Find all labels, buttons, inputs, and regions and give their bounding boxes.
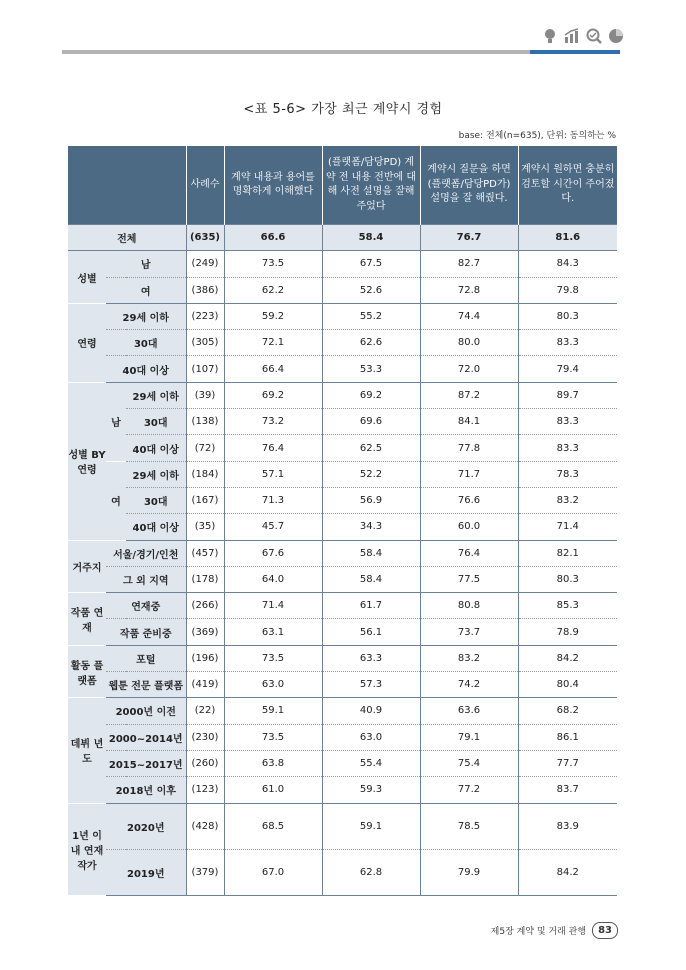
row-label: 남: [106, 251, 186, 277]
row-value: 80.3: [518, 303, 617, 329]
row-value: 66.4: [224, 356, 322, 382]
table-row: [68, 487, 617, 513]
table-row: [68, 356, 617, 382]
row-value: 84.2: [518, 849, 617, 895]
row-value: 58.4: [322, 225, 420, 251]
magnifier-check-icon: [585, 27, 603, 45]
row-value: 67.5: [322, 251, 420, 277]
row-value: 83.2: [420, 645, 518, 671]
header-blank: [68, 146, 186, 225]
row-n: (305): [186, 330, 224, 356]
row-value: 80.0: [420, 330, 518, 356]
row-value: 73.2: [224, 409, 322, 435]
group-label: 활동 플랫폼: [68, 645, 106, 698]
row-value: 87.2: [420, 382, 518, 408]
row-value: 73.7: [420, 619, 518, 645]
row-label: 30대: [126, 487, 186, 513]
row-value: 77.8: [420, 435, 518, 461]
row-label: 전체: [68, 225, 186, 251]
table-row: [68, 409, 617, 435]
row-value: 62.2: [224, 277, 322, 303]
row-value: 56.1: [322, 619, 420, 645]
row-value: 56.9: [322, 487, 420, 513]
row-value: 63.0: [322, 724, 420, 750]
row-n: (123): [186, 777, 224, 803]
table-row: [68, 750, 617, 776]
row-value: 74.2: [420, 672, 518, 698]
table-row-total: [68, 225, 617, 251]
row-label: 29세 이하: [106, 303, 186, 329]
row-value: 40.9: [322, 698, 420, 724]
row-value: 81.6: [518, 225, 617, 251]
row-value: 53.3: [322, 356, 420, 382]
row-value: 61.7: [322, 593, 420, 619]
row-value: 85.3: [518, 593, 617, 619]
row-value: 72.1: [224, 330, 322, 356]
row-value: 71.7: [420, 461, 518, 487]
bar-chart-icon: [563, 27, 581, 45]
row-n: (223): [186, 303, 224, 329]
row-value: 79.4: [518, 356, 617, 382]
row-n: (72): [186, 435, 224, 461]
table-row: [68, 593, 617, 619]
row-value: 61.0: [224, 777, 322, 803]
row-value: 68.2: [518, 698, 617, 724]
row-n: (138): [186, 409, 224, 435]
row-value: 67.0: [224, 849, 322, 895]
row-label: 그 외 지역: [106, 566, 186, 592]
table-row: [68, 382, 617, 408]
row-value: 62.8: [322, 849, 420, 895]
row-value: 83.2: [518, 487, 617, 513]
row-value: 45.7: [224, 514, 322, 540]
table-title: <표 5-6> 가장 최근 계약시 경험: [243, 102, 443, 117]
group-label: 연령: [68, 303, 106, 382]
survey-table: [68, 146, 617, 896]
row-value: 82.1: [518, 540, 617, 566]
row-value: 59.1: [224, 698, 322, 724]
table-row: [68, 619, 617, 645]
table-row: [68, 672, 617, 698]
row-value: 80.4: [518, 672, 617, 698]
row-value: 63.1: [224, 619, 322, 645]
row-value: 83.3: [518, 409, 617, 435]
row-value: 72.0: [420, 356, 518, 382]
row-n: (35): [186, 514, 224, 540]
table-row: [68, 251, 617, 277]
table-row: [68, 566, 617, 592]
row-value: 83.9: [518, 803, 617, 849]
row-value: 59.3: [322, 777, 420, 803]
row-value: 59.1: [322, 803, 420, 849]
table-row: [68, 803, 617, 849]
group-label: 성별: [68, 251, 106, 304]
row-label: 2019년: [106, 849, 186, 895]
row-label: 2015~2017년: [106, 750, 186, 776]
row-n: (428): [186, 803, 224, 849]
row-value: 66.6: [224, 225, 322, 251]
table-row: [68, 435, 617, 461]
row-value: 52.2: [322, 461, 420, 487]
row-value: 67.6: [224, 540, 322, 566]
row-n: (167): [186, 487, 224, 513]
row-value: 74.4: [420, 303, 518, 329]
row-n: (386): [186, 277, 224, 303]
row-value: 80.8: [420, 593, 518, 619]
table-row: [68, 303, 617, 329]
row-value: 52.6: [322, 277, 420, 303]
row-value: 58.4: [322, 566, 420, 592]
row-value: 76.4: [420, 540, 518, 566]
row-n: (184): [186, 461, 224, 487]
row-label: 2020년: [106, 803, 186, 849]
row-n: (266): [186, 593, 224, 619]
row-value: 84.2: [518, 645, 617, 671]
row-n: (196): [186, 645, 224, 671]
row-value: 60.0: [420, 514, 518, 540]
col-header-q1: 계약 내용과 용어를 명확하게 이해했다: [224, 146, 322, 225]
subgroup-label-female: 여: [106, 461, 126, 540]
row-value: 76.6: [420, 487, 518, 513]
row-value: 82.7: [420, 251, 518, 277]
group-label: 성별 BY 연령: [68, 382, 106, 540]
row-value: 72.8: [420, 277, 518, 303]
row-value: 77.5: [420, 566, 518, 592]
page-footer: [491, 922, 618, 939]
row-n: (379): [186, 849, 224, 895]
row-value: 71.3: [224, 487, 322, 513]
row-n: (260): [186, 750, 224, 776]
row-label: 2018년 이후: [106, 777, 186, 803]
row-value: 78.9: [518, 619, 617, 645]
row-value: 64.0: [224, 566, 322, 592]
row-value: 63.0: [224, 672, 322, 698]
row-label: 작품 준비중: [106, 619, 186, 645]
group-label: 데뷔 년도: [68, 698, 106, 803]
table-row: [68, 330, 617, 356]
table-row: [68, 540, 617, 566]
row-n: (369): [186, 619, 224, 645]
row-label: 포털: [106, 645, 186, 671]
row-value: 83.3: [518, 330, 617, 356]
table-row: [68, 277, 617, 303]
row-label: 서울/경기/인천: [106, 540, 186, 566]
row-value: 55.4: [322, 750, 420, 776]
row-value: 69.2: [322, 382, 420, 408]
row-value: 78.3: [518, 461, 617, 487]
table-row: [68, 724, 617, 750]
row-value: 55.2: [322, 303, 420, 329]
row-label: 40대 이상: [106, 356, 186, 382]
row-value: 73.5: [224, 645, 322, 671]
row-label: 40대 이상: [126, 435, 186, 461]
table-row: [68, 514, 617, 540]
col-header-q2: (플랫폼/담당PD) 계약 전 내용 전반에 대해 사전 설명을 잘해주었다: [322, 146, 420, 225]
row-n: (107): [186, 356, 224, 382]
row-label: 웹툰 전문 플랫폼: [106, 672, 186, 698]
row-value: 73.5: [224, 724, 322, 750]
group-label: 작품 연재: [68, 593, 106, 646]
row-value: 69.2: [224, 382, 322, 408]
row-value: 71.4: [224, 593, 322, 619]
row-value: 59.2: [224, 303, 322, 329]
table-row: [68, 645, 617, 671]
row-value: 86.1: [518, 724, 617, 750]
col-header-n: 사례수: [186, 146, 224, 225]
row-label: 2000년 이전: [106, 698, 186, 724]
chapter-label: 제5장 계약 및 거래 관행: [490, 927, 587, 937]
header-accent-rule: [530, 50, 620, 54]
row-n: (249): [186, 251, 224, 277]
row-n: (419): [186, 672, 224, 698]
row-n: (178): [186, 566, 224, 592]
header-icons: [541, 25, 625, 47]
row-value: 63.8: [224, 750, 322, 776]
row-value: 34.3: [322, 514, 420, 540]
row-label: 여: [106, 277, 186, 303]
pie-icon: [607, 27, 625, 45]
col-header-q3: 계약시 질문을 하면(플랫폼/담당PD가) 설명을 잘 해줬다.: [420, 146, 518, 225]
row-value: 79.9: [420, 849, 518, 895]
row-label: 29세 이하: [126, 382, 186, 408]
row-value: 71.4: [518, 514, 617, 540]
row-value: 63.3: [322, 645, 420, 671]
lightbulb-icon: [541, 27, 559, 45]
row-n: (635): [186, 225, 224, 251]
row-value: 83.3: [518, 435, 617, 461]
row-label: 30대: [106, 330, 186, 356]
row-n: (22): [186, 698, 224, 724]
row-value: 73.5: [224, 251, 322, 277]
row-value: 84.3: [518, 251, 617, 277]
row-value: 62.6: [322, 330, 420, 356]
table-row: [68, 777, 617, 803]
row-value: 58.4: [322, 540, 420, 566]
group-label: 1년 이내 연재 작가: [68, 803, 106, 895]
row-n: (457): [186, 540, 224, 566]
page-number: 83: [592, 922, 618, 939]
row-value: 57.1: [224, 461, 322, 487]
row-value: 76.7: [420, 225, 518, 251]
row-n: (39): [186, 382, 224, 408]
row-value: 57.3: [322, 672, 420, 698]
row-value: 75.4: [420, 750, 518, 776]
group-label: 거주지: [68, 540, 106, 593]
row-value: 80.3: [518, 566, 617, 592]
row-n: (230): [186, 724, 224, 750]
row-value: 63.6: [420, 698, 518, 724]
table-row: [68, 698, 617, 724]
row-value: 89.7: [518, 382, 617, 408]
row-value: 68.5: [224, 803, 322, 849]
row-label: 29세 이하: [126, 461, 186, 487]
row-label: 연재중: [106, 593, 186, 619]
row-label: 30대: [126, 409, 186, 435]
row-value: 69.6: [322, 409, 420, 435]
row-value: 83.7: [518, 777, 617, 803]
col-header-q4: 계약시 원하면 충분히 검토할 시간이 주어졌다.: [518, 146, 617, 225]
row-value: 79.8: [518, 277, 617, 303]
row-value: 76.4: [224, 435, 322, 461]
subgroup-label-male: 남: [106, 382, 126, 461]
row-value: 62.5: [322, 435, 420, 461]
table-row: [68, 849, 617, 895]
table-row: [68, 461, 617, 487]
row-value: 79.1: [420, 724, 518, 750]
row-value: 84.1: [420, 409, 518, 435]
row-label: 2000~2014년: [106, 724, 186, 750]
row-label: 40대 이상: [126, 514, 186, 540]
row-value: 78.5: [420, 803, 518, 849]
row-value: 77.2: [420, 777, 518, 803]
base-note: base: 전체(n=635), 단위: 동의하는 %: [458, 131, 616, 141]
row-value: 77.7: [518, 750, 617, 776]
